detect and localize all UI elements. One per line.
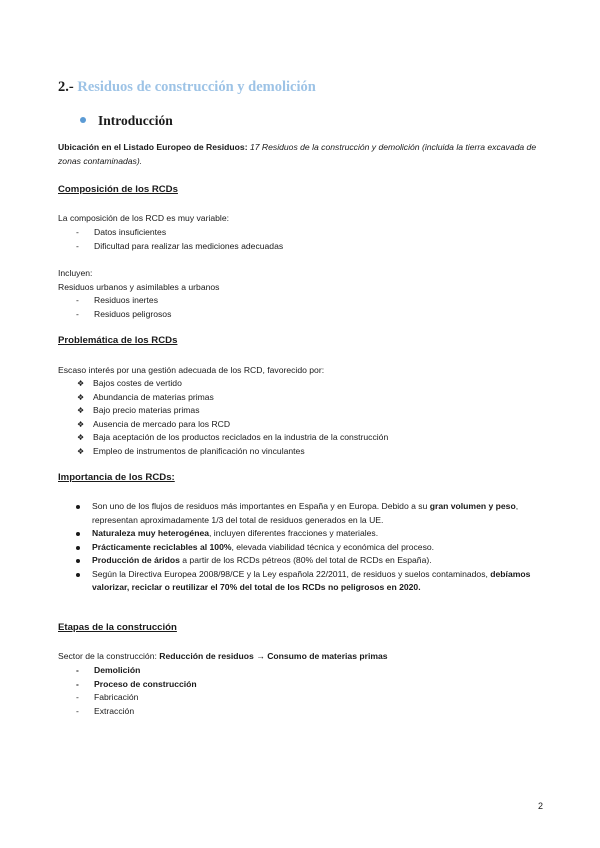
list-item: - Demolición — [76, 664, 197, 678]
incluyen-sub: Residuos urbanos y asimilables a urbanos — [58, 282, 220, 292]
composicion-list — [76, 226, 283, 253]
etapas-list — [76, 664, 197, 718]
item-text: , elevada viabilidad técnica y económica del proceso. — [231, 541, 435, 552]
section-heading — [58, 79, 316, 96]
list-item: - Extracción — [76, 705, 197, 719]
ubicacion-sep: : — [244, 142, 248, 152]
item-text: Son uno de los flujos de residuos más importantes en España y en Europa. Debido a su — [92, 501, 430, 511]
list-item — [74, 541, 536, 555]
section-number: 2.- — [58, 79, 74, 95]
intro-heading — [80, 113, 173, 129]
ubicacion-label: Ubicación en el Listado Europeo de Residuos — [58, 142, 245, 152]
problematica-title: Problemática de los RCDs — [58, 335, 178, 346]
incluyen-label: Incluyen: — [58, 268, 93, 278]
list-item — [74, 527, 536, 541]
item-text: , incluyen diferentes fracciones y materiales. — [209, 528, 379, 538]
item-text: a partir de los RCDs pétreos (80% del total de RCDs en España). — [179, 555, 432, 565]
list-item: ❖ Baja aceptación de los productos reciclados en la industria de la construcción — [77, 431, 388, 445]
ubicacion-text: 17 Residuos de la construcción y demolición (incluida la tierra excavada de zonas contaminadas). — [58, 142, 537, 166]
sector-label: Sector de la construcción: — [58, 651, 160, 661]
list-item: ❖ Bajo precio materias primas — [77, 404, 388, 418]
list-item: - Residuos peligrosos — [76, 308, 171, 322]
bullet-dot-icon — [80, 117, 86, 123]
composicion-title: Composición de los RCDs — [58, 184, 178, 195]
item-bold: Producción de áridos — [92, 555, 180, 565]
importancia-title: Importancia de los RCDs: — [58, 472, 175, 483]
list-item: - Fabricación — [76, 691, 197, 705]
item-bold: Naturaleza muy heterogénea — [92, 528, 210, 538]
intro-title: Introducción — [98, 113, 173, 128]
list-item: ❖ Bajos costes de vertido — [77, 377, 388, 391]
list-item: - Dificultad para realizar las mediciones adecuadas — [76, 240, 283, 254]
list-item: - Datos insuficientes — [76, 226, 283, 240]
list-item — [74, 500, 536, 527]
item-text: Según la Directiva Europea 2008/98/CE y la Ley española 22/2011, de residuos y suelos contaminados, — [92, 568, 491, 579]
list-item: - Residuos inertes — [76, 294, 171, 308]
list-item: ❖ Abundancia de materias primas — [77, 391, 388, 405]
list-item: ❖ Ausencia de mercado para los RCD — [77, 418, 388, 432]
list-item: - Proceso de construcción — [76, 678, 197, 692]
incluyen-list — [76, 294, 171, 321]
etapas-sector — [58, 650, 388, 664]
list-item — [74, 554, 536, 568]
problematica-list — [77, 377, 388, 458]
importancia-list — [74, 500, 536, 595]
section-title: Residuos de construcción y demolición — [77, 79, 316, 95]
item-bold: gran volumen y peso — [429, 501, 516, 511]
item-bold: debíamos valorizar, reciclar o reutilizar el 70% del total de los RCDs no peligrosos en 2020. — [92, 568, 531, 592]
list-item: ❖ Empleo de instrumentos de planificación no vinculantes — [77, 445, 388, 459]
composicion-intro: La composición de los RCD es muy variable: — [58, 213, 229, 223]
item-text: , representan aproximadamente 1/3 del total de residuos generados en la UE. — [92, 501, 519, 525]
ubicacion-paragraph — [58, 141, 548, 168]
page-number: 2 — [538, 801, 544, 811]
list-item — [74, 568, 536, 595]
sector-bold: Reducción de residuos → Consumo de materias primas — [159, 651, 388, 661]
item-bold: Prácticamente reciclables al 100% — [92, 541, 232, 552]
problematica-intro: Escaso interés por una gestión adecuada de los RCD, favorecido por: — [58, 365, 325, 375]
etapas-title: Etapas de la construcción — [58, 622, 177, 633]
